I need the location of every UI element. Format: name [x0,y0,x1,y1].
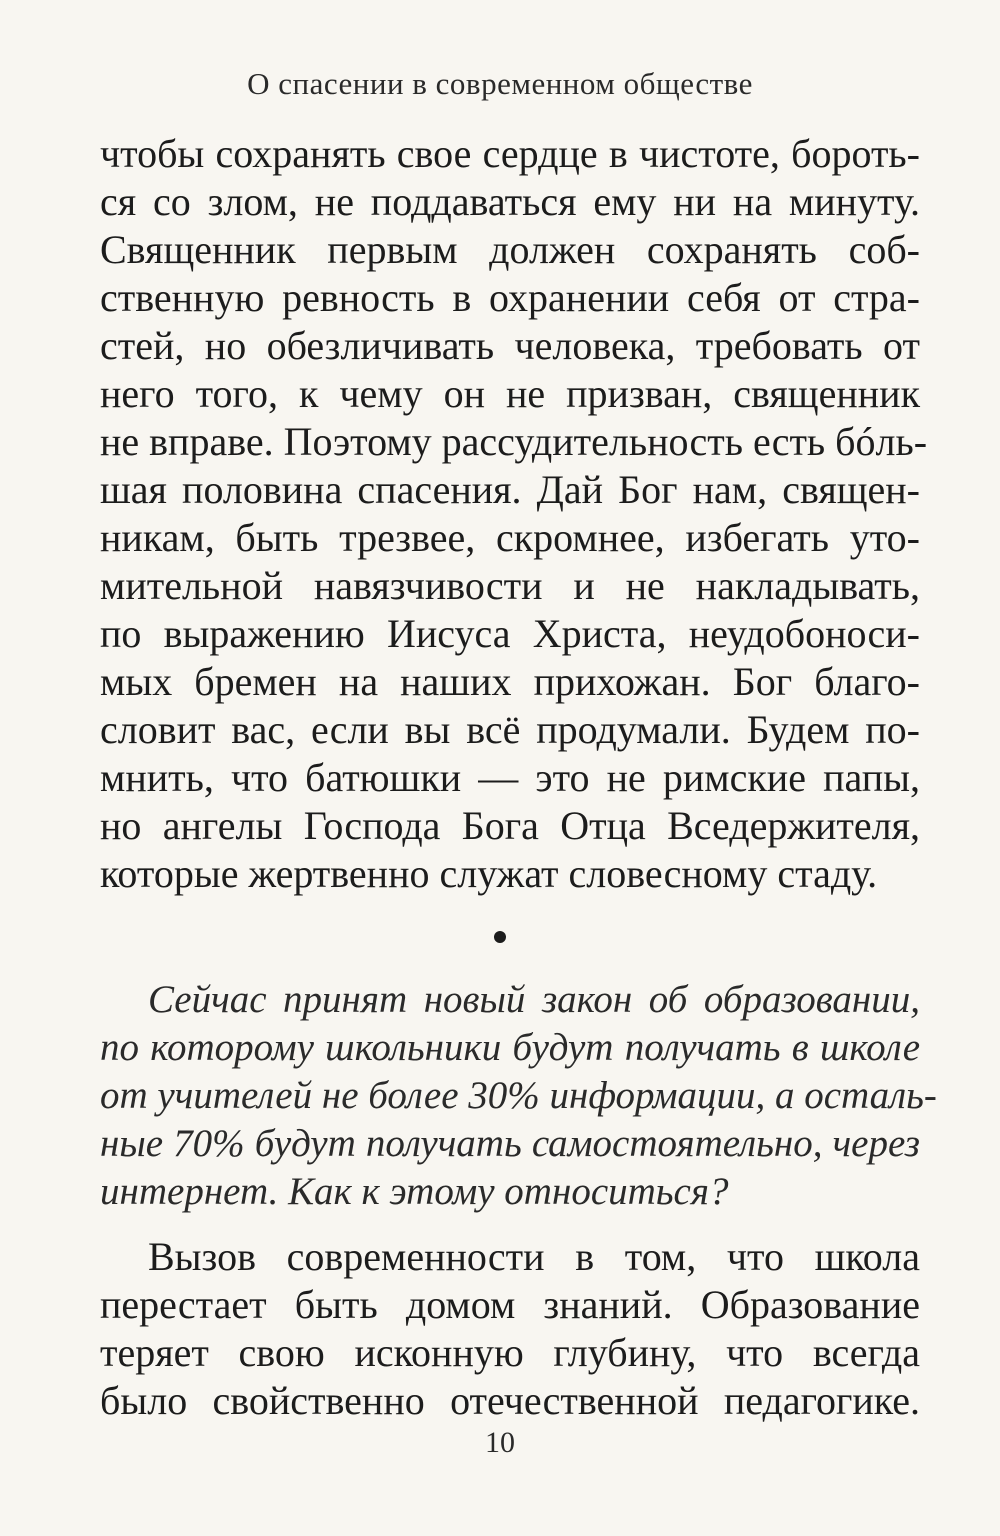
answer-line: перестает быть домом знаний. Образование [100,1282,920,1327]
page-number: 10 [485,1426,515,1459]
running-title: О спасении в современном обществе [247,66,753,101]
text-line: мых бремен на наших прихожан. Бог благо- [100,659,920,704]
text-line: но ангелы Господа Бога Отца Вседержителя, [100,803,920,848]
text-line: стей, но обезличивать человека, требовать от [100,323,920,368]
answer-line: Вызов современности в том, что школа [148,1234,920,1279]
text-line: никам, быть трезвее, скромнее, избегать уто- [100,515,920,560]
text-line: словит вас, если вы всё продумали. Будем по- [100,707,920,752]
answer-line: было свойственно отечественной педагогике. [100,1378,920,1423]
text-line: по выражению Иисуса Христа, неудобоноси- [100,611,920,656]
text-line: которые жертвенно служат словесному стаду. [100,851,878,896]
answer-line: теряет свою исконную глубину, что всегда [100,1330,920,1375]
text-line: не вправе. Поэтому рассудительность есть бóль- [100,419,928,464]
question-line: по которому школьники будут получать в школе [100,1026,920,1069]
question-line: от учителей не более 30% информации, а осталь- [100,1074,937,1117]
text-line: мнить, что батюшки — это не римские папы, [100,755,920,800]
section-separator-bullet [494,931,506,943]
question-line: ные 70% будут получать самостоятельно, через [100,1122,920,1165]
text-line: ственную ревность в охранении себя от стра- [100,275,920,320]
answer-paragraph [100,1233,920,1425]
text-line: ся со злом, не поддаваться ему ни на минуту. [100,179,920,224]
question-line: Сейчас принят новый закон об образовании, [148,978,920,1021]
text-line: мительной навязчивости и не накладывать, [100,563,920,608]
text-line: него того, к чему он не призван, священник [100,371,920,416]
text-line: шая половина спасения. Дай Бог нам, священ- [100,467,920,512]
main-paragraph [100,130,928,898]
text-line: Священник первым должен сохранять соб- [100,227,920,272]
question-line: интернет. Как к этому относиться? [100,1170,729,1213]
question-paragraph [100,976,937,1216]
text-line: чтобы сохранять свое сердце в чистоте, бороть- [100,131,920,176]
